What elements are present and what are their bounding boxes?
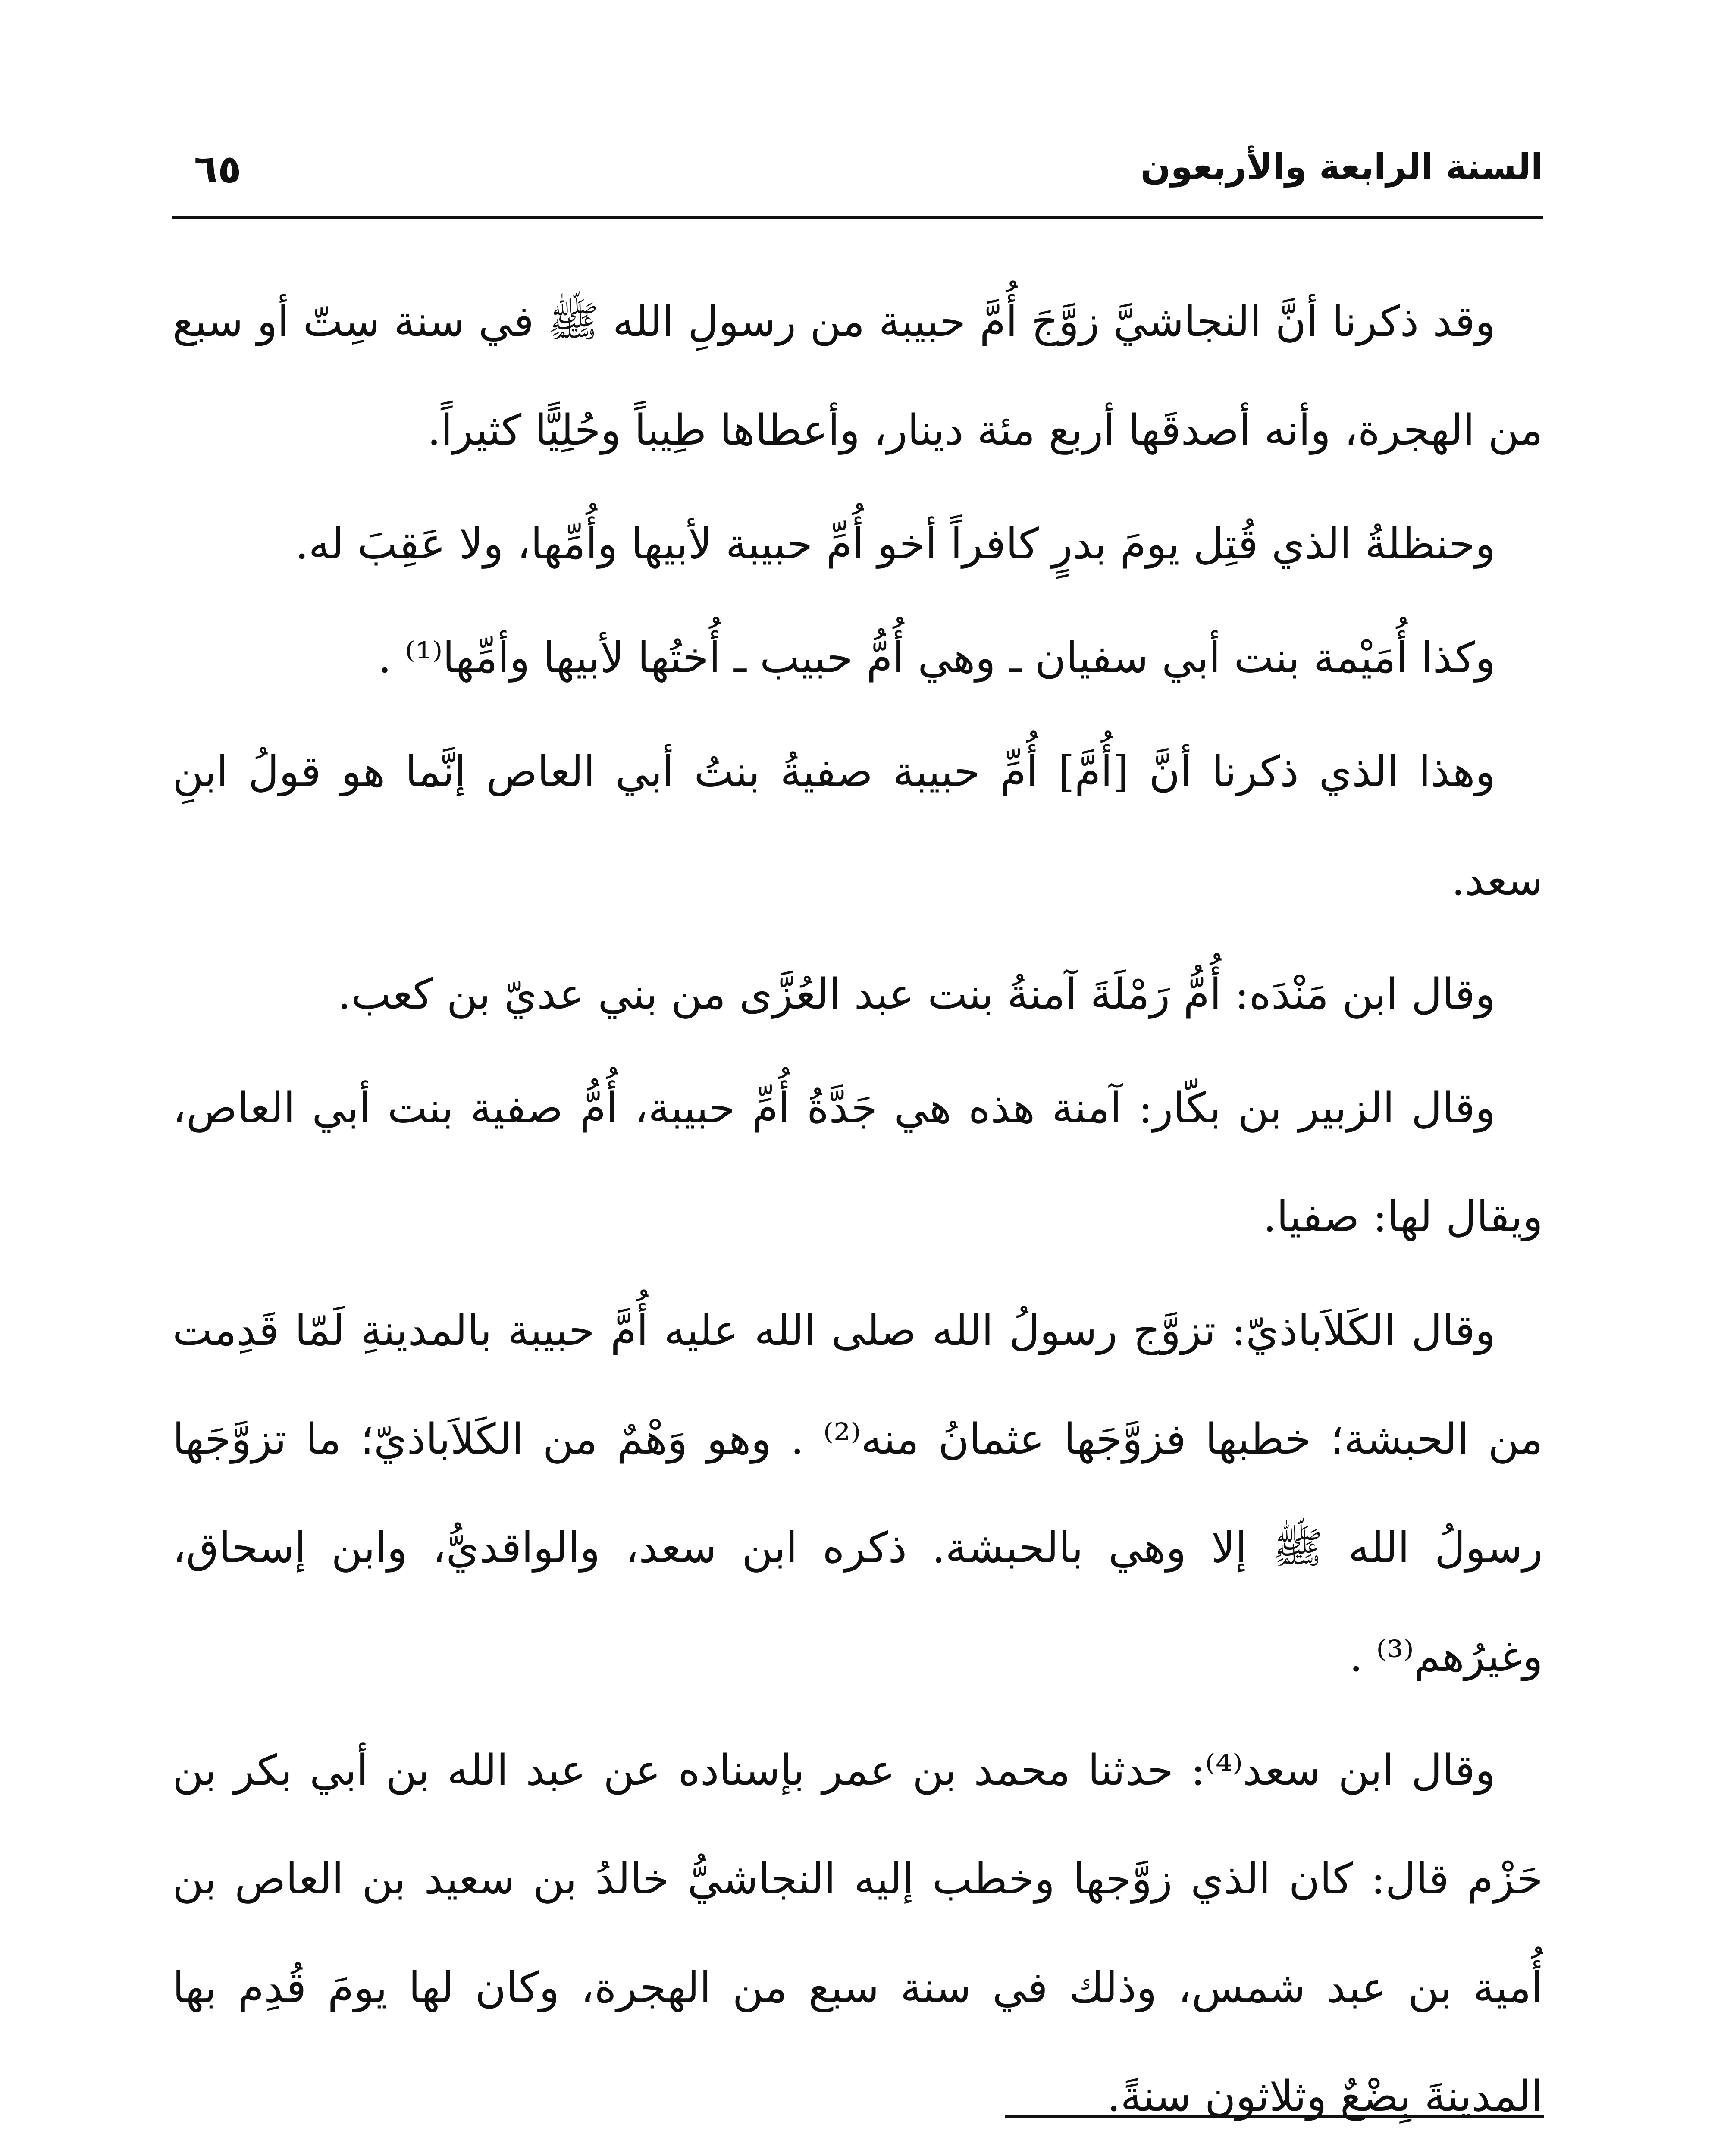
main-text (172, 267, 1543, 2156)
paragraph: وقال الكَلاَباذيّ: تزوَّج رسولُ الله صلى الله عليه أُمَّ حبيبة بالمدينةِ لَمّا قَدِمت من الحبشة؛ خطبها فزوَّجَها عثمانُ منه⁽²⁾ . وهو وَهْمٌ من الكَلاَباذيّ؛ ما تزوَّجَها رسولُ الله ﷺ إلا وهي بالحبشة. ذكره ابن سعد، والواقديُّ، وابن إسحاق، وغيرُهم⁽³⁾ . (172, 1306, 1543, 1681)
footnotes (172, 2152, 1543, 2156)
paragraph: وقد ذكرنا أنَّ النجاشيَّ زوَّجَ أُمَّ حبيبة من رسولِ الله ﷺ في سنة سِتّ أو سبع من الهجرة، وأنه أصدقَها أربع مئة دينار، وأعطاها طِيباً وحُلِيًّا كثيراً. (172, 297, 1543, 455)
running-title: السنة الرابعة والأربعون (1140, 147, 1543, 188)
page-number: ٦٥ (194, 147, 241, 192)
page-header (172, 129, 1543, 216)
paragraph: وقال ابن سعد⁽⁴⁾: حدثنا محمد بن عمر بإسناده عن عبد الله بن أبي بكر بن حَزْم قال: كان الذي زوَّجها وخطب إليه النجاشيُّ خالدُ بن سعيد بن العاص بن أُمية بن عبد شمس، وذلك في سنة سبع من الهجرة، وكان لها يومَ قُدِم بها المدينةَ بِضْعٌ وثلاثون سنةً. (172, 1746, 1543, 2121)
paragraph: وكذا أُمَيْمة بنت أبي سفيان ـ وهي أُمُّ حبيب ـ أُختُها لأبيها وأمِّها⁽¹⁾ . (378, 633, 1495, 683)
paragraph: وهذا الذي ذكرنا أنَّ [أُمَّ] أُمِّ حبيبة صفيةُ بنتُ أبي العاص إنَّما هو قولُ ابنِ سعد. (172, 747, 1543, 905)
footnote (172, 2152, 1543, 2156)
header-divider (172, 216, 1543, 219)
paragraph: وقال ابن مَنْدَه: أُمُّ رَمْلَةَ آمنةُ بنت عبد العُزَّى من بني عديّ بن كعب. (338, 970, 1495, 1019)
footnote-divider (1005, 2115, 1544, 2118)
paragraph: وقال الزبير بن بكّار: آمنة هذه هي جَدَّةُ أُمِّ حبيبة، أُمُّ صفية بنت أبي العاص، ويقال لها: صفيا. (172, 1084, 1543, 1241)
paragraph: وحنظلةُ الذي قُتِل يومَ بدرٍ كافراً أخو أُمِّ حبيبة لأبيها وأُمِّها، ولا عَقِبَ له. (295, 520, 1495, 569)
